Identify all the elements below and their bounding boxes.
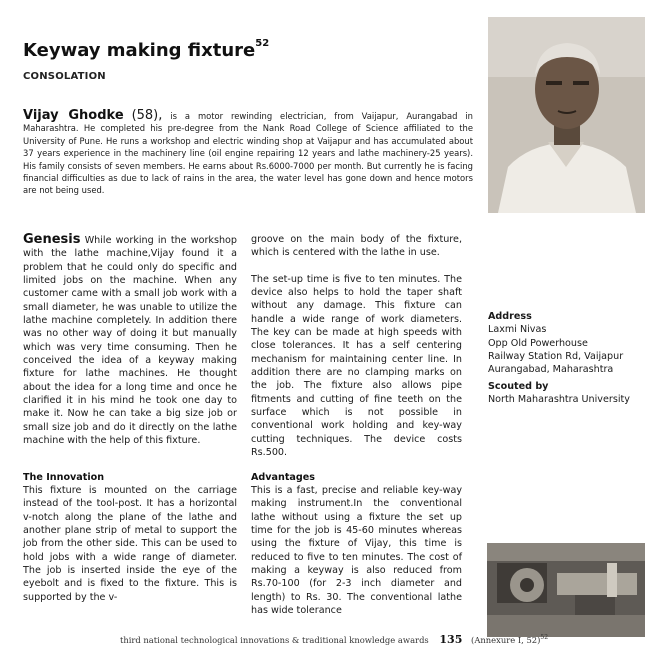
genesis-section — [23, 233, 237, 448]
innovation-text: This fixture is mounted on the carriage instead of the tool-post. It has a horizontal v-notch along the plane of the lathe and another plane strip of metal to support the job from the other side. This can be used to hold jobs with a wide range of diameter. The job is inserted inside the eye of the eyebolt and is fixed to the fixture. This is supported by the v- — [23, 484, 237, 603]
annexure-sup: 52 — [540, 634, 549, 642]
footer-text: third national technological innovations & traditional knowledge awards — [119, 635, 429, 645]
address-line: Laxmi Nivas — [488, 324, 547, 336]
genesis-text: While working in the workshop with the lathe machine,Vijay found it a problem that he could only do specific and limited jobs on the machine. When any customer came with a small job work with a small diameter, he was unable to utilize the lathe machine completely. In addition there was no other way of doing it but manually which was very time consuming. Then he conceived the idea of a keyway making fixture for lathe machines. He thought about the idea for a long time and once he clarified it in his mind he took one day to make it. Now he can take a big size job or small size job and do it directly on the lathe machine with the help of this fixture. — [23, 235, 237, 447]
award-category: CONSOLATION — [23, 71, 106, 82]
innovator-age: (58), — [131, 108, 163, 123]
fixture-photo — [487, 543, 645, 637]
address-line: Aurangabad, Maharashtra — [488, 364, 614, 376]
annexure-ref: (Annexure I, 52) — [471, 635, 541, 645]
intro-paragraph — [23, 110, 473, 197]
scouted-block — [488, 380, 630, 407]
portrait-image — [488, 17, 645, 213]
scouted-heading: Scouted by — [488, 381, 549, 392]
scouted-by-text: North Maharashtra University — [488, 394, 630, 406]
col2-paragraph-2: The set-up time is five to ten minutes. The device also helps to hold the taper shaft without any damage. This fixture can handle a wide range of work diameters. The key can be made at high speeds with close tolerances. It has a self centering mechanism for maintaining center line. In addition there are no clamping marks on the job. The fixture also allows pipe fitments and cutting of fine teeth on the surface which is not possible in conventional work holding and key-way cutting techniques. The device costs Rs.500. — [251, 273, 462, 459]
innovation-heading: The Innovation — [23, 471, 105, 483]
innovator-name: Vijay Ghodke — [23, 108, 124, 123]
machine-image — [487, 543, 645, 637]
column-middle — [251, 233, 462, 617]
genesis-heading: Genesis — [23, 232, 81, 247]
address-heading: Address — [488, 311, 532, 322]
advantages-heading: Advantages — [251, 471, 315, 483]
article-title — [23, 40, 269, 61]
address-line: Railway Station Rd, Vaijapur — [488, 351, 624, 363]
col2-paragraph-1: groove on the main body of the fixture, which is centered with the lathe in use. — [251, 234, 462, 259]
title-text: Keyway making fixture — [23, 40, 256, 61]
title-footnote: 52 — [255, 38, 270, 49]
intro-text: is a motor rewinding electrician, from Vaijapur, Aurangabad in Maharashtra. He completed his pre-degree from the Nank Road College of Science affiliated to the University of Pune. He runs a workshop and electric winding shop at Vaijapur and has accumulated about 37 years experience in the machinery line (oil engine repairing 12 years and lathe machinery-25 years). His family consists of seven members. He earns about Rs.6000-7000 per month. But currently he is facing financial difficulties as due to lack of rains in the area, the water level has gone down and hence motors are not being used. — [23, 111, 473, 196]
address-block — [488, 310, 623, 377]
page-footer — [0, 633, 668, 646]
page-number: 135 — [439, 633, 463, 646]
address-line: Opp Old Powerhouse — [488, 337, 588, 349]
advantages-text: This is a fast, precise and reliable key-way making instrument.In the conventional lathe without using a fixture the set up time for the job is 45-60 minutes whereas using the fixture of Vijay, this time is reduced to five to ten minutes. The cost of making a keyway is also reduced from Rs.70-100 (for 2-3 inch diameter and length) to Rs. 30. The conventional lathe has wide tolerance — [251, 484, 462, 616]
column-left — [23, 233, 237, 604]
innovator-photo — [488, 17, 645, 213]
